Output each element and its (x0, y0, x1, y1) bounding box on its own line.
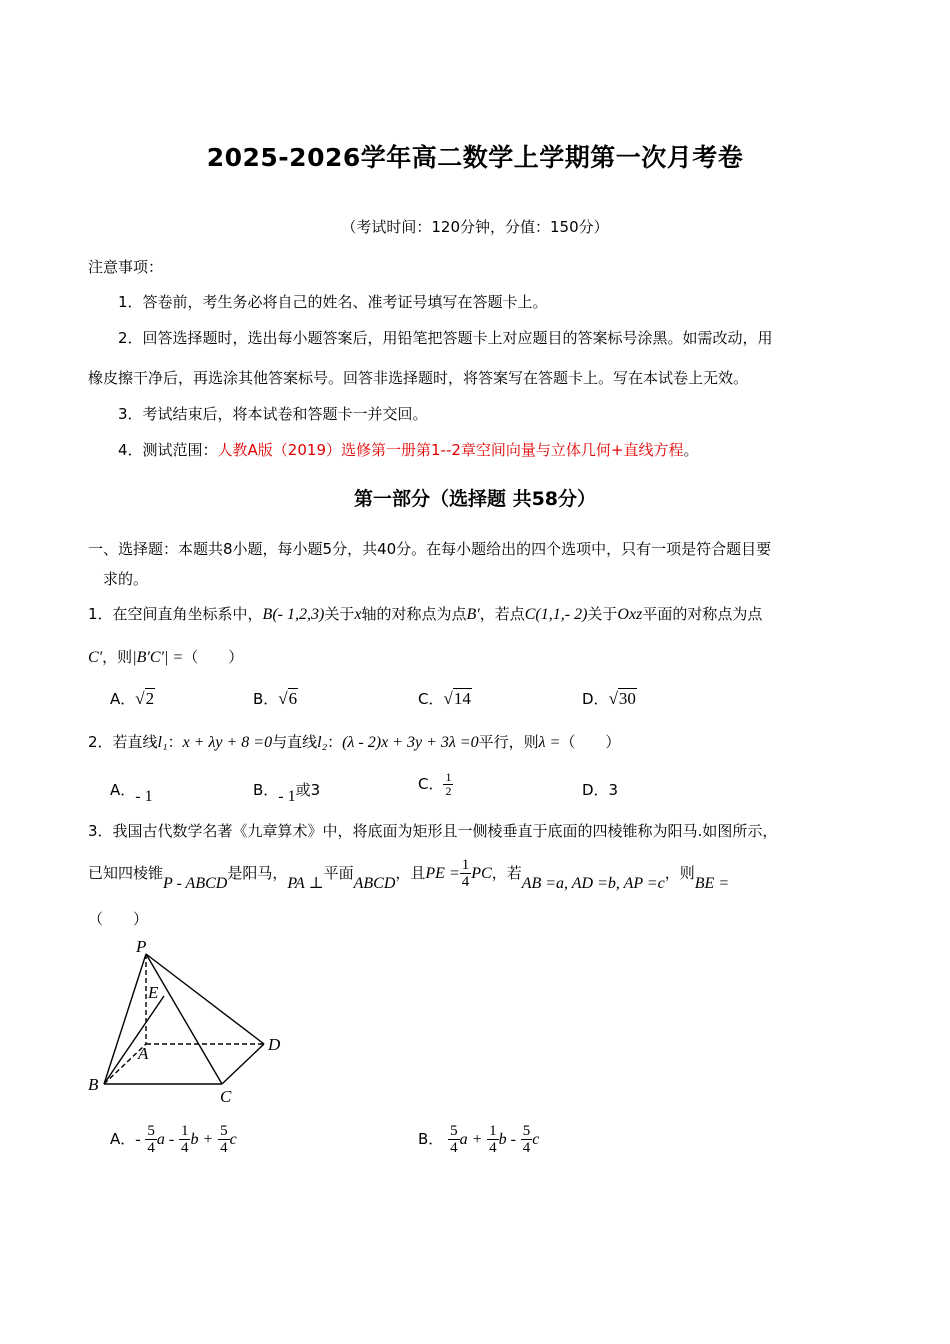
denominator: 4 (220, 1140, 228, 1156)
q3-text: ，则 (664, 864, 695, 882)
denominator: 4 (147, 1140, 155, 1156)
pyramid-figure (84, 934, 294, 1109)
q3-pyramid: P - ABCD (163, 875, 228, 892)
numerator: 5 (147, 1123, 155, 1139)
q2-text: 平行，则 (478, 733, 539, 751)
sqrt-value: √14 (443, 689, 471, 708)
q2-equation-1: x + λy + 8 =0 (182, 734, 273, 751)
numerator: 1 (461, 857, 470, 873)
label-b: B (88, 1075, 99, 1094)
fraction (443, 771, 453, 798)
page-title: 2025-2026学年高二数学上学期第一次月考卷 (206, 143, 744, 172)
q1-x-axis: x (354, 606, 362, 623)
notice-item-4-suffix: 。 (683, 441, 699, 459)
vector-term: a + (459, 1131, 483, 1148)
fraction (448, 1123, 460, 1156)
fraction (145, 1123, 157, 1156)
denominator: 4 (489, 1140, 497, 1156)
option-label: A． (110, 781, 136, 799)
q1-text: ，则 (102, 648, 133, 666)
notice-item-4-prefix: 4．测试范围： (118, 441, 218, 459)
q1-text: 平面的对称点为点 (642, 605, 763, 623)
edge-cd (222, 1044, 264, 1084)
fraction (460, 857, 472, 890)
option-label: A． (110, 690, 136, 708)
numerator: 5 (450, 1123, 458, 1139)
q3-vectors: AB =a, AD =b, AP =c (521, 875, 665, 892)
q3-text: 平面 (323, 864, 354, 882)
q3-text: ，若 (491, 864, 522, 882)
part1-instructions-a: 一、选择题：本题共8小题，每小题5分，共40分。在每小题给出的四个选项中，只有一项是符合题目要 (88, 540, 772, 558)
sign: - (135, 1131, 141, 1148)
q3-text: 已知四棱锥 (88, 864, 164, 882)
q1-distance-expression: |B′C′| = (132, 649, 184, 666)
q3-text: ，且 (395, 864, 426, 882)
option-label: D． (582, 690, 609, 708)
q3-answer-paren: （ ） (88, 910, 149, 928)
q1-option-d[interactable] (582, 688, 637, 709)
radicand: 14 (453, 689, 471, 708)
question-3-line2 (88, 857, 729, 890)
part1-instructions-b: 求的。 (103, 570, 149, 588)
q1-point-c: C(1,1,- 2) (524, 606, 588, 623)
q1-option-c[interactable] (418, 688, 472, 709)
q1-answer-paren: （ ） (183, 648, 244, 666)
label-p: P (136, 937, 147, 956)
notice-item-4 (118, 439, 698, 460)
edge-pd (146, 954, 264, 1044)
q1-text: ，若点 (479, 605, 525, 623)
q1-text: 关于 (587, 605, 618, 623)
radicand: 2 (145, 689, 155, 708)
numerator: 1 (445, 770, 452, 784)
q2-equation-2: (λ - 2)x + 3y + 3λ =0 (342, 734, 479, 751)
denominator: 2 (445, 784, 452, 798)
label-d: D (268, 1035, 281, 1054)
option-label: C． (418, 775, 444, 793)
q2-line-l1: l₁ (157, 734, 168, 751)
option-label: A． (110, 1130, 136, 1148)
vector-term: a - (156, 1131, 175, 1148)
q3-option-a[interactable] (110, 1123, 237, 1156)
option-label: B． (253, 690, 279, 708)
denominator: 4 (522, 1140, 531, 1156)
q2-text: 2．若直线 (88, 733, 158, 751)
radicand: 30 (618, 689, 636, 708)
label-e: E (148, 983, 159, 1002)
vector-term: c (229, 1131, 237, 1148)
q2-lambda: λ = (538, 734, 561, 751)
q2-option-c[interactable] (418, 771, 453, 798)
denominator: 4 (450, 1140, 458, 1156)
q2-option-a[interactable] (110, 779, 153, 805)
notice-item-3: 3．考试结束后，将本试卷和答题卡一并交回。 (118, 405, 428, 423)
q2-answer-paren: （ ） (560, 733, 621, 751)
question-3-line1: 3．我国古代数学名著《九章算术》中，将底面为矩形且一侧棱垂直于底面的四棱锥称为阳马.如图所示， (88, 822, 778, 840)
q2-text: ： (327, 733, 343, 751)
vector-term: b + (190, 1131, 214, 1148)
numerator: 5 (220, 1123, 228, 1139)
fraction (487, 1123, 499, 1156)
vector-term: b - (498, 1131, 516, 1148)
notice-item-2a: 2．回答选择题时，选出每小题答案后，用铅笔把答题卡上对应题目的答案标号涂黑。如需改动，用 (118, 329, 773, 347)
exam-info: （考试时间：120分钟，分值：150分） (341, 218, 609, 236)
q3-base-plane: ABCD (353, 875, 396, 892)
section-title: 第一部分（选择题 共58分） (353, 488, 597, 510)
q3-pa-perp: PA ⊥ (287, 875, 324, 892)
option-label: B． (418, 1130, 444, 1148)
option-value: - 1 (135, 788, 153, 805)
denominator: 4 (461, 874, 470, 890)
segment-be (104, 996, 164, 1084)
q1-point-b: B(- 1,2,3) (262, 606, 325, 623)
q2-text: ： (167, 733, 183, 751)
vector-term: c (532, 1131, 540, 1148)
question-1-line2 (88, 646, 243, 667)
option-value: - 1 (278, 788, 296, 805)
q1-option-b[interactable] (253, 688, 298, 709)
q2-text: 与直线 (272, 733, 318, 751)
q1-oxz-plane: Oxz (617, 606, 643, 623)
edge-pc (146, 954, 222, 1084)
fraction (521, 1123, 533, 1156)
fraction (218, 1123, 230, 1156)
q1-text: 1．在空间直角坐标系中， (88, 605, 263, 623)
q3-option-b[interactable] (418, 1123, 539, 1156)
option-value-suffix: 或3 (295, 781, 321, 799)
denominator: 4 (180, 1140, 189, 1156)
option-label: B． (253, 781, 279, 799)
q1-option-a[interactable] (110, 688, 155, 709)
notice-heading: 注意事项： (88, 258, 164, 276)
numerator: 1 (180, 1123, 189, 1139)
q1-point-c-prime: C′ (88, 649, 103, 666)
q2-option-d[interactable]: D．3 (582, 781, 619, 799)
option-label: C． (418, 690, 444, 708)
q1-text: 关于 (324, 605, 355, 623)
sqrt-value: √30 (608, 689, 636, 708)
sqrt-value: √2 (135, 689, 155, 708)
test-range: 人教A版（2019）选修第一册第1--2章空间向量与立体几何+直线方程 (217, 441, 684, 459)
question-2 (88, 731, 620, 752)
notice-item-1: 1．答卷前，考生务必将自己的姓名、准考证号填写在答题卡上。 (118, 293, 548, 311)
radicand: 6 (288, 689, 298, 708)
q2-option-b[interactable] (253, 779, 321, 805)
q1-text: 轴的对称点为点 (361, 605, 467, 623)
q3-be: BE = (694, 875, 730, 892)
question-1-line1 (88, 603, 762, 624)
q2-line-l2: l₂ (317, 734, 328, 751)
numerator: 5 (522, 1123, 531, 1139)
numerator: 1 (489, 1123, 497, 1139)
notice-item-2b: 橡皮擦干净后，再选涂其他答案标号。回答非选择题时，将答案写在答题卡上。写在本试卷上无效。 (88, 369, 749, 387)
q3-pe: PE = (425, 865, 460, 882)
q3-text: 是阳马， (227, 864, 288, 882)
label-c: C (220, 1087, 232, 1106)
fraction (179, 1123, 191, 1156)
q1-point-b-prime: B′ (466, 606, 480, 623)
sqrt-value: √6 (278, 689, 298, 708)
label-a: A (138, 1044, 149, 1063)
q3-pc: PC (471, 865, 492, 882)
